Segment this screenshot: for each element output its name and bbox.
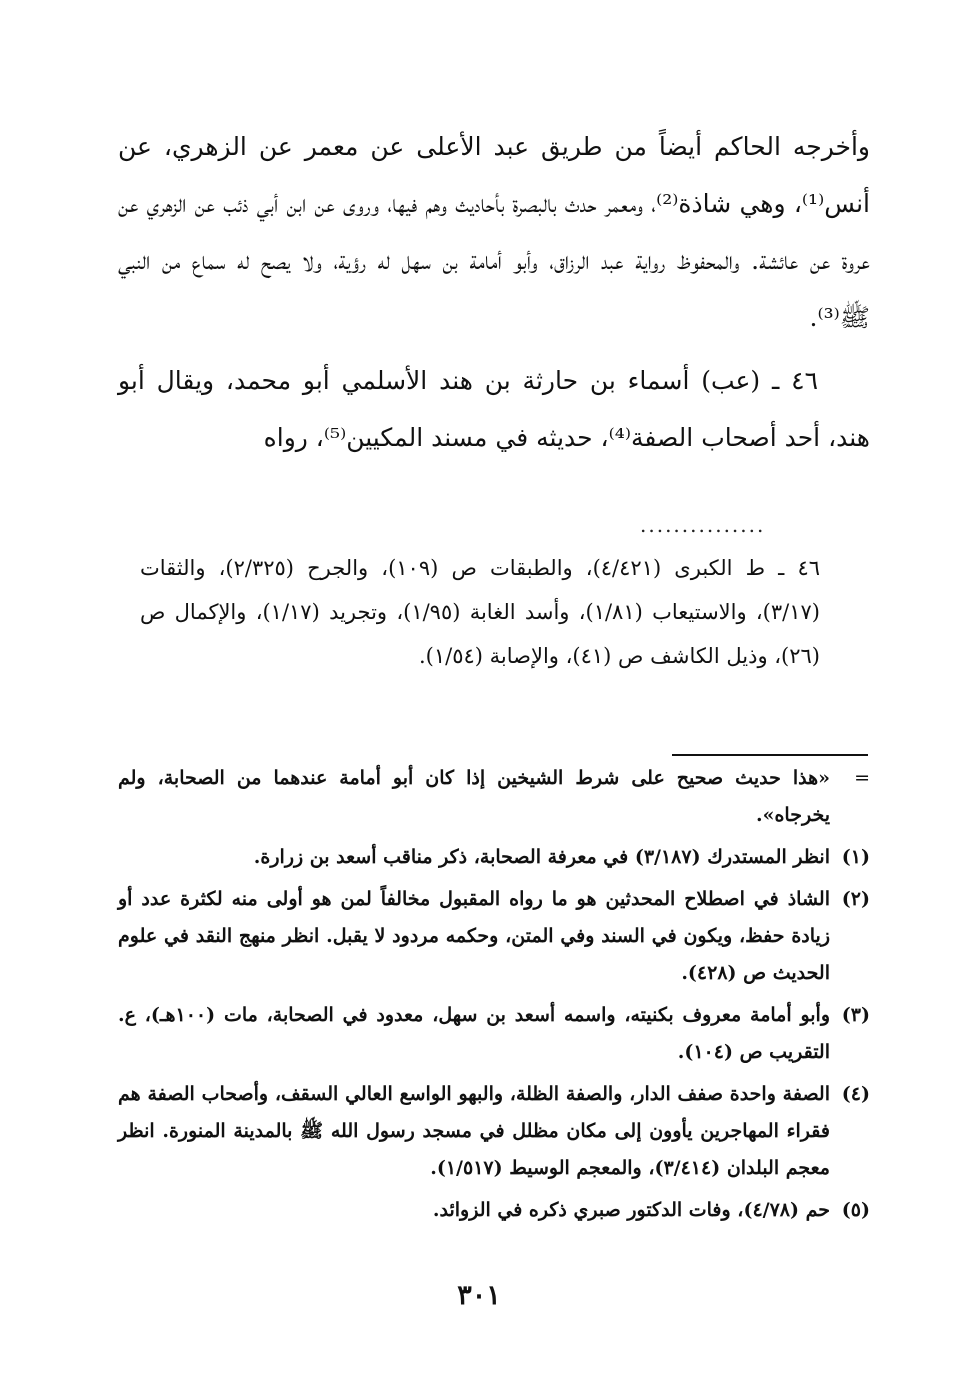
- footnote-continuation: [118, 760, 870, 834]
- entry-46-paragraph: ٤٦ ـ (عب) أسماء بن حارثة بن هند الأسلمي أبو محمد، ويقال أبو هند، أحد أصحاب الصفة⁽⁴⁾، حديثه في مسند المكيين⁽⁵⁾، رواه: [118, 366, 870, 452]
- footnote-text: انظر المستدرك (٣/١٨٧) في معرفة الصحابة، ذكر مناقب أسعد بن زرارة.: [253, 846, 830, 868]
- main-paragraph-1: وأخرجه الحاكم أيضاً من طريق عبد الأعلى عن معمر عن الزهري، عن أنس⁽¹⁾، وهي شاذة⁽²⁾، ومعمر حدث بالبصرة بأحاديث وهم فيها، وروى عن ابن أبي ذئب عن الزهري عن عروة عن عائشة. والمحفوظ رواية عبد الرزاق، وأبو أمامة بن سهل له رؤية، ولا يصح له سماع من النبي ﷺ⁽³⁾.: [118, 132, 870, 332]
- footnote-mark: (٣): [841, 1004, 870, 1026]
- footnote-text: الشاذ في اصطلاح المحدثين هو ما رواه المقبول مخالفاً لمن هو أولى منه لكثرة عدد أو زيادة حفظ، ويكون في السند وفي المتن، وحكمه مردود لا يقبل. انظر منهج النقد في علوم الحديث ص (٤٢٨).: [118, 888, 830, 984]
- footnote-1: [118, 839, 870, 876]
- footnote-mark: (١): [841, 846, 870, 868]
- footnote-rule: [672, 754, 868, 756]
- footnote-text: حم (٤/٧٨)، وفات الدكتور صبري ذكره في الزوائد.: [432, 1199, 830, 1221]
- footnote-mark: (٢): [841, 888, 870, 910]
- footnote-mark: =: [854, 767, 870, 789]
- footnote-2: [118, 881, 870, 992]
- sources-note: ٤٦ ـ ط الكبرى (٤/٤٢١)، والطبقات ص (١٠٩)، والجرح (٢/٣٢٥)، والثقات (٣/١٧)، والاستيعاب (١/٨١)، وأسد الغابة (١/٩٥)، وتجريد (١/١٧)، والإكمال ص (٢٦)، وذيل الكاشف ص (٤١)، والإصابة (١/٥٤).: [140, 556, 820, 668]
- main-text: [118, 118, 870, 466]
- separator-dots: ...............: [640, 513, 766, 537]
- page-number: ٣٠١: [457, 1280, 501, 1311]
- footnote-3: [118, 997, 870, 1071]
- footnote-text: وأبو أمامة معروف بكنيته، واسمه أسعد بن سهل، معدود في الصحابة، مات (١٠٠هـ)، ع. التقريب ص (١٠٤).: [118, 1004, 831, 1063]
- footnote-mark: (٥): [841, 1199, 870, 1221]
- footnote-text: الصفة واحدة صفف الدار، والصفة الظلة، والبهو الواسع العالي السقف، وأصحاب الصفة هم فقراء المهاجرين يأوون إلى مكان مظلل في مسجد رسول الله ﷺ بالمدينة المنورة. انظر معجم البلدان (٣/٤١٤)، والمعجم الوسيط (١/٥١٧).: [118, 1083, 830, 1179]
- footnote-4: [118, 1076, 870, 1187]
- footnote-5: [118, 1192, 870, 1229]
- footnote-text: «هذا حديث صحيح على شرط الشيخين إذا كان أبو أمامة عندهما من الصحابة، ولم يخرجاه».: [118, 767, 830, 826]
- footnotes: [118, 760, 870, 1234]
- footnote-mark: (٤): [841, 1083, 870, 1105]
